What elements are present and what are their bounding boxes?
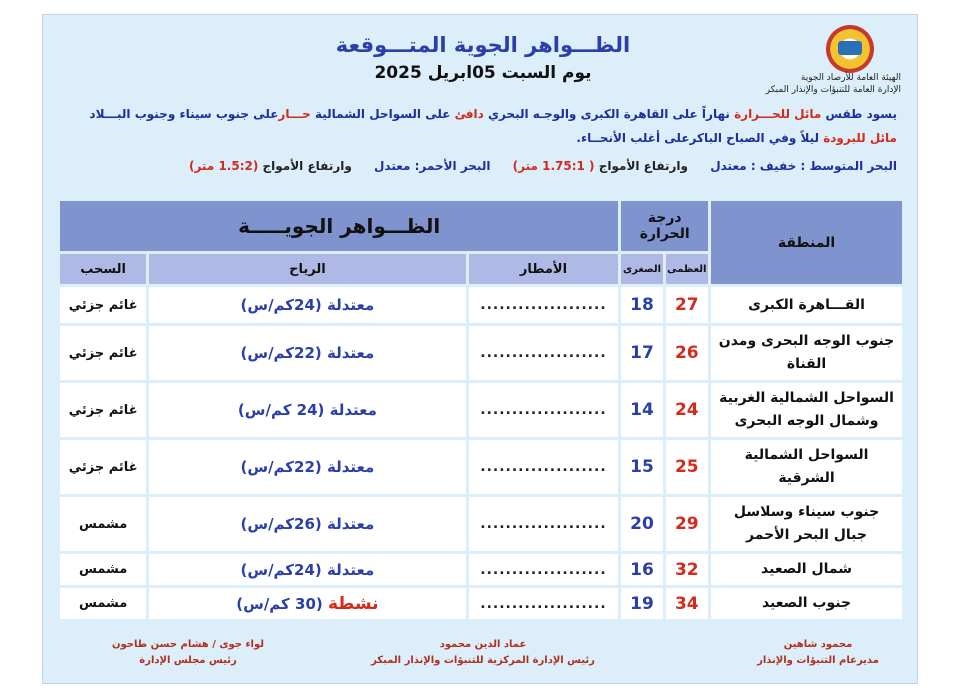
summary-line-1: يسود طقس مائل للحـــرارة نهاراً على القاهرة الكبرى والوجـه البحري دافئ على السواحل الشمالية حـــارعلى جنوب سيناء وجنوب البـــلاد [89,107,897,121]
max-temp-cell: 25 [666,440,708,494]
org-department: الإدارة العامة للتنبؤات والإنذار المبكر [765,85,901,95]
min-temp-cell: 19 [621,588,662,619]
wind-speed: (30 كم/س) [236,594,328,613]
min-temp-cell: 18 [621,287,662,323]
cloud-cell: مشمس [60,554,146,585]
rain-cell: .................... [469,440,619,494]
forecast-date: يوم السبت 05ابريل 2025 [374,63,592,83]
wind-cell: معتدلة (24كم/س) [149,287,465,323]
wind-header: الرياح [149,254,465,284]
rain-cell: .................... [469,554,619,585]
region-cell: السواحل الشمالية الغربية وشمال الوجه البحرى [711,383,902,437]
table-row [60,554,902,585]
min-temp-header: الصغرى [621,254,662,284]
rain-cell: .................... [469,326,619,380]
cloud-cell: غائم جزئي [60,287,146,323]
min-temp-cell: 15 [621,440,662,494]
table-row [60,326,902,380]
page-title: الظـــواهر الجوية المتـــوقعة [335,33,631,57]
wind-cell: معتدلة (22كم/س) [149,440,465,494]
cloud-cell: مشمس [60,588,146,619]
max-temp-cell: 29 [666,497,708,551]
cloud-cell: غائم جزئي [60,326,146,380]
wind-strength: نشطة [327,593,379,614]
cloud-header: السحب [60,254,146,284]
rain-header: الأمطار [469,254,619,284]
max-temp-cell: 24 [666,383,708,437]
rain-cell: .................... [469,383,619,437]
max-temp-cell: 32 [666,554,708,585]
summary-line-2: مائل للبرودة ليلاً وفي الصباح الباكرعلى أغلب الأنحــاء. [576,131,897,145]
min-temp-cell: 20 [621,497,662,551]
max-temp-cell: 27 [666,287,708,323]
signature-board-chairman: لواء جوى / هشام حسن طاحون رئيس مجلس الإدارة [111,639,265,666]
wind-cell: معتدلة (24 كم/س) [149,383,465,437]
cloud-cell: غائم جزئي [60,383,146,437]
max-temp-cell: 34 [666,588,708,619]
wind-cell: معتدلة (24كم/س) [149,554,465,585]
region-header: المنطقة [711,201,902,284]
rain-cell: .................... [469,588,619,619]
table-row [60,383,902,437]
table-row [60,497,902,551]
table-row [60,588,902,619]
region-cell: جنوب الوجه البحرى ومدن القناة [711,326,902,380]
signature-forecast-director: محمود شاهين مديرعام التنبؤات والإنذار [757,639,879,666]
max-temp-cell: 26 [666,326,708,380]
region-cell: جنوب الصعيد [711,588,902,619]
temperature-header: درجة الحرارة [621,201,708,251]
min-temp-cell: 16 [621,554,662,585]
table-row [60,287,902,323]
met-authority-logo [826,25,874,73]
forecast-sheet [42,14,918,684]
region-cell: شمال الصعيد [711,554,902,585]
org-name: الهيئة العامة للأرصاد الجوية [800,73,901,83]
sea-state: البحر المتوسط : خفيف : معتدل وارتفاع الأمواج ( 1.75:1 متر) البحر الأحمر: معتدل وارتفاع الأمواج (1.5:2 متر) [188,159,897,173]
table-row [60,440,902,494]
cloud-cell: مشمس [60,497,146,551]
region-cell: السواحل الشمالية الشرقية [711,440,902,494]
forecast-table [57,198,905,622]
min-temp-cell: 14 [621,383,662,437]
rain-cell: .................... [469,497,619,551]
signature-central-admin: عماد الدين محمود رئيس الإدارة المركزية للتنبؤات والإنذار المبكر [371,639,595,666]
max-temp-header: العظمى [666,254,708,284]
rain-cell: .................... [469,287,619,323]
region-cell: القـــاهرة الكبرى [711,287,902,323]
phenomena-header: الظـــواهر الجويـــــة [60,201,618,251]
wind-cell: معتدلة (22كم/س) [149,326,465,380]
region-cell: جنوب سيناء وسلاسل جبال البحر الأحمر [711,497,902,551]
min-temp-cell: 17 [621,326,662,380]
cloud-cell: غائم جزئي [60,440,146,494]
wind-cell: معتدلة (26كم/س) [149,497,465,551]
wind-cell [149,588,465,619]
